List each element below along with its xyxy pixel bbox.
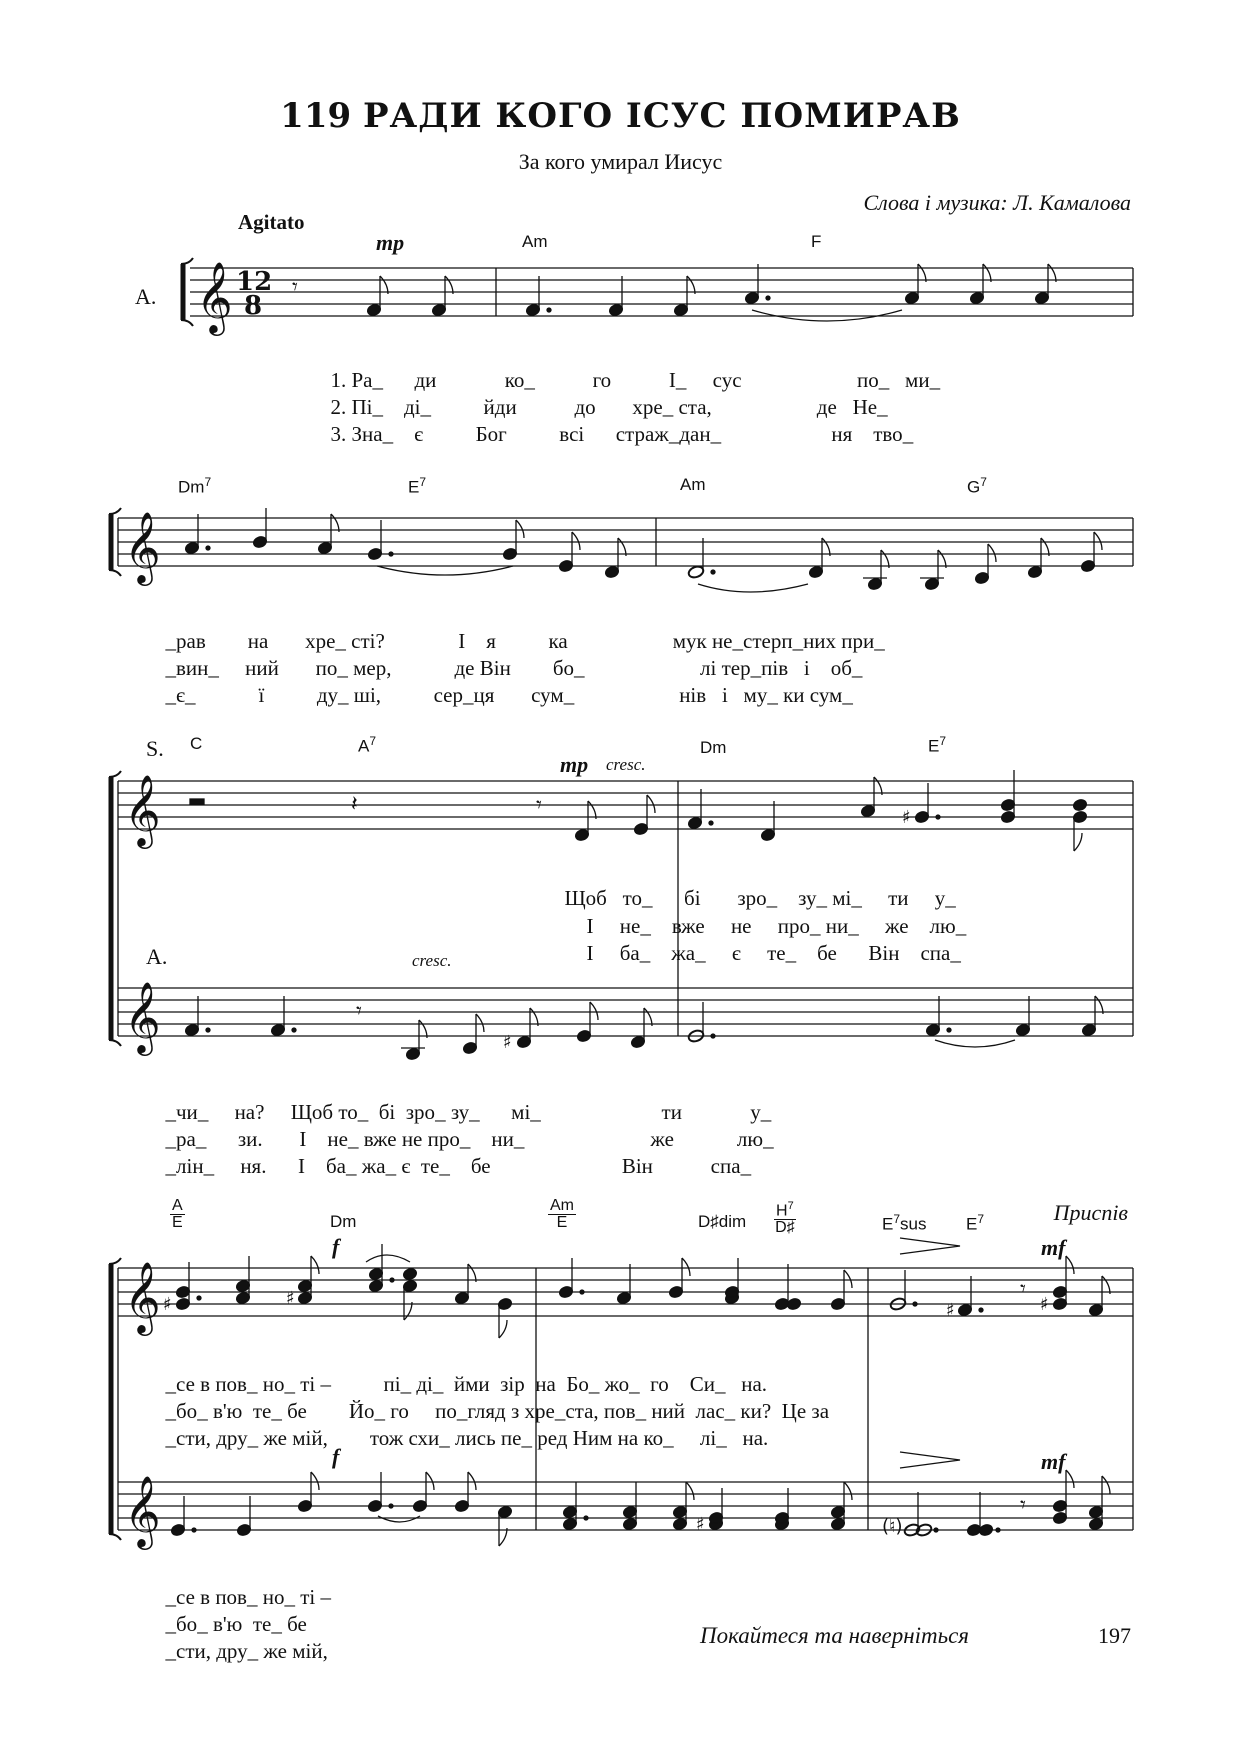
staff-system-3-alto	[118, 988, 1133, 1036]
chord-symbol: C	[190, 734, 203, 753]
lyrics-verse-3: 3. Зна_ є Бог всі страж_дан_ ня тво_	[330, 422, 914, 446]
lyrics-verse-2: _вин_ ний по_ мер, де Він бо_ лі тер_пів і об_	[165, 656, 863, 680]
chord-symbol: Dm	[330, 1212, 357, 1231]
song-title-text: РАДИ КОГО ІСУС ПОМИРАВ	[362, 96, 961, 136]
chord-symbol: $A^7$	[358, 734, 377, 756]
svg-text:𝄞: 𝄞	[124, 1260, 161, 1333]
chorus-label: Приспів	[1053, 1200, 1128, 1225]
svg-text:𝄞: 𝄞	[196, 260, 233, 333]
lyrics-soprano-verse-3: _сти, дру_ же мій, тож схи_ лись пе_ ред Ним на ко_ лі_ на.	[165, 1426, 769, 1450]
notes-system-3-soprano	[190, 770, 1088, 851]
svg-text:𝄾: 𝄾	[536, 793, 542, 818]
dynamic-mp: mp	[376, 230, 405, 255]
lyrics-verse-1: 1. Ра_ ди ко_ го І_ сус по_ ми_	[330, 368, 941, 392]
lyrics-soprano-verse-3: І ба_ жа_ є те_ бе Він спа_	[586, 941, 961, 965]
lyrics-alto-verse-1: _се в пов_ но_ ті –	[165, 1585, 331, 1609]
song-subtitle: За кого умирал Иисус	[518, 149, 723, 174]
lyrics-alto-verse-2: _ра_ зи. І не_ вже не про_ ни_ же лю_	[165, 1127, 774, 1151]
chord-symbol: Am	[522, 232, 548, 251]
lyrics-soprano-verse-2: _бо_ в'ю те_ бе Йо_ го по_гляд з хре_ста, пов_ ний лас_ ки? Це за	[165, 1399, 830, 1423]
chord-symbol: $E^7$	[966, 1212, 985, 1234]
notes-system-2	[184, 508, 1102, 592]
cresc-marking: cresc.	[412, 951, 452, 970]
lyrics-alto-verse-2: _бо_ в'ю те_ бе	[165, 1612, 307, 1636]
svg-text:𝄞: 𝄞	[124, 773, 161, 846]
author-credit: Слова і музика: Л. Камалова	[863, 190, 1131, 215]
cresc-marking: cresc.	[606, 755, 646, 774]
chord-symbol: Dm	[700, 738, 727, 757]
lyrics-alto-verse-3: _лін_ ня. І ба_ жа_ є те_ бе Він спа_	[165, 1154, 752, 1178]
svg-text:𝄾: 𝄾	[356, 999, 362, 1024]
svg-text:𝄾: 𝄾	[1020, 1493, 1026, 1518]
lyrics-soprano-verse-2: І не_ вже не про_ ни_ же лю_	[586, 914, 967, 938]
svg-text:♯: ♯	[696, 1514, 705, 1535]
chord-symbol: F	[811, 232, 822, 251]
notes-system-4-alto	[170, 1452, 1110, 1546]
lyrics-verse-2: 2. Пі_ ді_ йди до хре_ ста, де Не_	[330, 395, 888, 419]
svg-text:♯: ♯	[902, 807, 911, 828]
slash-chord-symbol: $H^7$ D♯	[775, 1200, 795, 1237]
lyrics-alto-verse-3: _сти, дру_ же мій,	[165, 1639, 328, 1663]
svg-text:𝄞: 𝄞	[124, 980, 161, 1053]
chord-symbol: Am	[680, 475, 706, 494]
svg-text:𝄞: 𝄞	[124, 1474, 161, 1547]
slash-chord-symbol: A E	[172, 1197, 183, 1231]
system-brackets	[111, 264, 183, 1534]
staff-system-1	[190, 268, 1133, 316]
lyrics-verse-1: _рав на хре_ сті? І я ка мук не_стерп_них при_	[165, 629, 885, 653]
slash-chord-symbol: Am E	[550, 1197, 574, 1231]
lyrics-verse-3: _є_ ї ду_ ші, сер_ця сум_ нів і му_ ки сум_	[165, 683, 853, 707]
svg-text:♯: ♯	[286, 1288, 295, 1309]
chord-symbol: $G^7$	[967, 475, 987, 497]
dynamic-f: f	[332, 1444, 340, 1469]
svg-text:𝄽: 𝄽	[351, 792, 358, 817]
notes-system-3-alto	[184, 996, 1103, 1061]
chord-symbol: $E^7$	[928, 734, 947, 756]
svg-text:8: 8	[244, 291, 263, 321]
staff-system-2	[118, 518, 1133, 566]
notes-system-4-soprano	[163, 1238, 1110, 1338]
dynamic-f: f	[332, 1234, 340, 1259]
book-title-footer: Покайтеся та наверніться	[700, 1623, 969, 1648]
svg-text:♯: ♯	[503, 1032, 512, 1053]
svg-text:(♮): (♮)	[882, 1516, 903, 1537]
svg-text:𝄾: 𝄾	[1020, 1277, 1026, 1302]
part-label-alto: A.	[135, 284, 157, 309]
svg-text:12: 12	[236, 267, 273, 297]
lyrics-alto-verse-1: _чи_ на? Щоб то_ бі зро_ зу_ мі_ ти у_	[165, 1100, 772, 1124]
page-number: 197	[1098, 1623, 1131, 1648]
chord-symbol: Dm$^7$	[178, 475, 212, 497]
part-label-alto: A.	[146, 944, 168, 969]
song-number: 119	[280, 96, 352, 136]
chord-symbol: D♯dim	[698, 1212, 747, 1231]
lyrics-soprano-verse-1: _се в пов_ но_ ті – пі_ ді_ йми зір на Бо_ жо_ го Си_ на.	[165, 1372, 768, 1396]
lyrics-soprano-verse-1: Щоб то_ бі зро_ зу_ мі_ ти у_	[564, 886, 956, 910]
part-label-soprano: S.	[146, 736, 164, 761]
dynamic-mp: mp	[560, 752, 589, 777]
time-signature	[236, 267, 272, 321]
dynamic-mf: mf	[1041, 1449, 1066, 1474]
tempo-marking: Agitato	[238, 210, 305, 234]
dynamic-mf: mf	[1041, 1235, 1066, 1260]
svg-text:♯: ♯	[163, 1294, 172, 1315]
chord-symbol: $E^7$	[408, 475, 427, 497]
svg-text:♯: ♯	[946, 1300, 955, 1321]
svg-text:𝄞: 𝄞	[124, 510, 161, 583]
svg-text:♯: ♯	[1040, 1294, 1049, 1315]
svg-text:𝄾: 𝄾	[292, 275, 298, 300]
chord-symbol: $E^7sus$	[882, 1212, 927, 1234]
